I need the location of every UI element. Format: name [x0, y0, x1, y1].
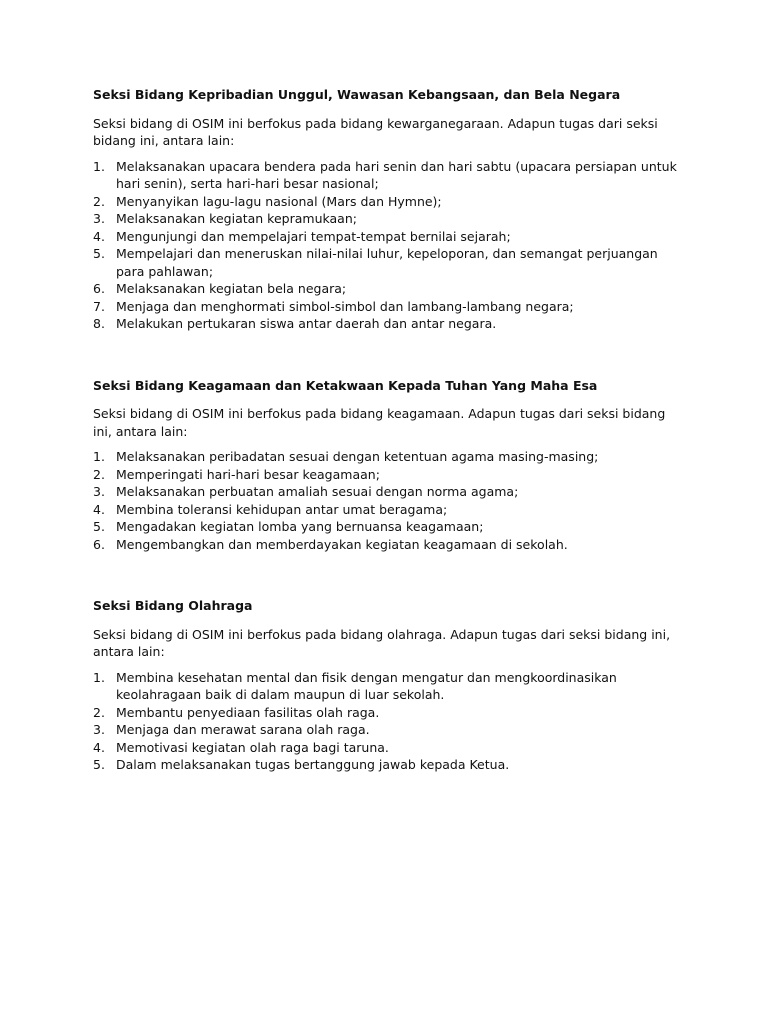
item-number: 1. [93, 669, 105, 685]
section-keagamaan [93, 377, 693, 554]
item-number: 4. [93, 739, 105, 755]
list-item [93, 483, 685, 501]
list-item [93, 210, 685, 228]
item-number: 7. [93, 298, 105, 314]
item-number: 6. [93, 536, 105, 552]
item-number: 2. [93, 704, 105, 720]
list-item [93, 228, 685, 246]
item-text: Dalam melaksanakan tugas bertanggung jawab kepada Ketua. [116, 757, 510, 772]
list-item [93, 315, 685, 333]
item-text: Melaksanakan upacara bendera pada hari senin dan hari sabtu (upacara persiapan untuk hari senin), serta hari-hari besar nasional; [116, 158, 677, 191]
item-text: Mengunjungi dan mempelajari tempat-tempat bernilai sejarah; [116, 228, 511, 244]
item-text: Mengembangkan dan memberdayakan kegiatan keagamaan di sekolah. [116, 536, 568, 552]
list-item [93, 298, 685, 316]
item-text: Memperingati hari-hari besar keagamaan; [116, 466, 380, 482]
list-item [93, 448, 685, 466]
document-body [93, 86, 693, 818]
section-heading: Seksi Bidang Kepribadian Unggul, Wawasan Kebangsaan, dan Bela Negara [93, 87, 621, 102]
item-text: Membantu penyediaan fasilitas olah raga. [116, 704, 380, 720]
list-item [93, 739, 685, 757]
list-item [93, 536, 685, 554]
item-number: 5. [93, 246, 105, 261]
item-text: Menyanyikan lagu-lagu nasional (Mars dan Hymne); [116, 193, 442, 209]
item-number: 5. [93, 757, 105, 772]
item-text: Memotivasi kegiatan olah raga bagi taruna. [116, 739, 389, 755]
item-number: 4. [93, 228, 105, 244]
item-number: 8. [93, 316, 105, 331]
task-list [93, 448, 685, 553]
task-list [93, 669, 685, 774]
item-text: Menjaga dan menghormati simbol-simbol dan lambang-lambang negara; [116, 298, 574, 314]
section-intro: Seksi bidang di OSIM ini berfokus pada bidang olahraga. Adapun tugas dari seksi bidang ini, antara lain: [93, 626, 671, 659]
section-heading: Seksi Bidang Keagamaan dan Ketakwaan Kepada Tuhan Yang Maha Esa [93, 377, 598, 393]
list-item [93, 466, 685, 484]
list-item [93, 704, 685, 722]
list-item [93, 669, 685, 704]
list-item [93, 158, 685, 193]
item-text: Melakukan pertukaran siswa antar daerah dan antar negara. [116, 316, 497, 331]
item-text: Menjaga dan merawat sarana olah raga. [116, 722, 370, 737]
item-text: Mengadakan kegiatan lomba yang bernuansa keagamaan; [116, 519, 484, 534]
section-intro: Seksi bidang di OSIM ini berfokus pada bidang keagamaan. Adapun tugas dari seksi bidang ini, antara lain: [93, 406, 666, 439]
item-number: 4. [93, 501, 105, 517]
list-item [93, 193, 685, 211]
item-text: Melaksanakan perbuatan amaliah sesuai dengan norma agama; [116, 484, 519, 499]
item-number: 2. [93, 466, 105, 482]
item-text: Mempelajari dan meneruskan nilai-nilai luhur, kepeloporan, dan semangat perjuangan para pahlawan; [116, 246, 658, 279]
section-heading: Seksi Bidang Olahraga [93, 598, 253, 613]
item-number: 1. [93, 158, 105, 174]
list-item [93, 280, 685, 298]
item-number: 2. [93, 193, 105, 209]
task-list [93, 158, 685, 333]
list-item [93, 756, 685, 774]
item-number: 3. [93, 722, 105, 737]
item-number: 3. [93, 211, 105, 226]
item-number: 3. [93, 484, 105, 499]
section-intro: Seksi bidang di OSIM ini berfokus pada bidang kewarganegaraan. Adapun tugas dari seksi bidang ini, antara lain: [93, 115, 658, 148]
list-item [93, 501, 685, 519]
item-text: Melaksanakan kegiatan kepramukaan; [116, 211, 357, 226]
section-kepribadian [93, 86, 693, 333]
list-item [93, 518, 685, 536]
item-text: Membina kesehatan mental dan fisik dengan mengatur dan mengkoordinasikan keolahragaan baik di dalam maupun di luar sekolah. [116, 669, 617, 702]
item-text: Membina toleransi kehidupan antar umat beragama; [116, 501, 448, 517]
list-item [93, 245, 685, 280]
list-item [93, 721, 685, 739]
item-number: 1. [93, 449, 105, 464]
item-text: Melaksanakan kegiatan bela negara; [116, 281, 347, 296]
section-olahraga [93, 597, 693, 774]
item-text: Melaksanakan peribadatan sesuai dengan ketentuan agama masing-masing; [116, 449, 599, 464]
item-number: 5. [93, 519, 105, 534]
item-number: 6. [93, 281, 105, 296]
